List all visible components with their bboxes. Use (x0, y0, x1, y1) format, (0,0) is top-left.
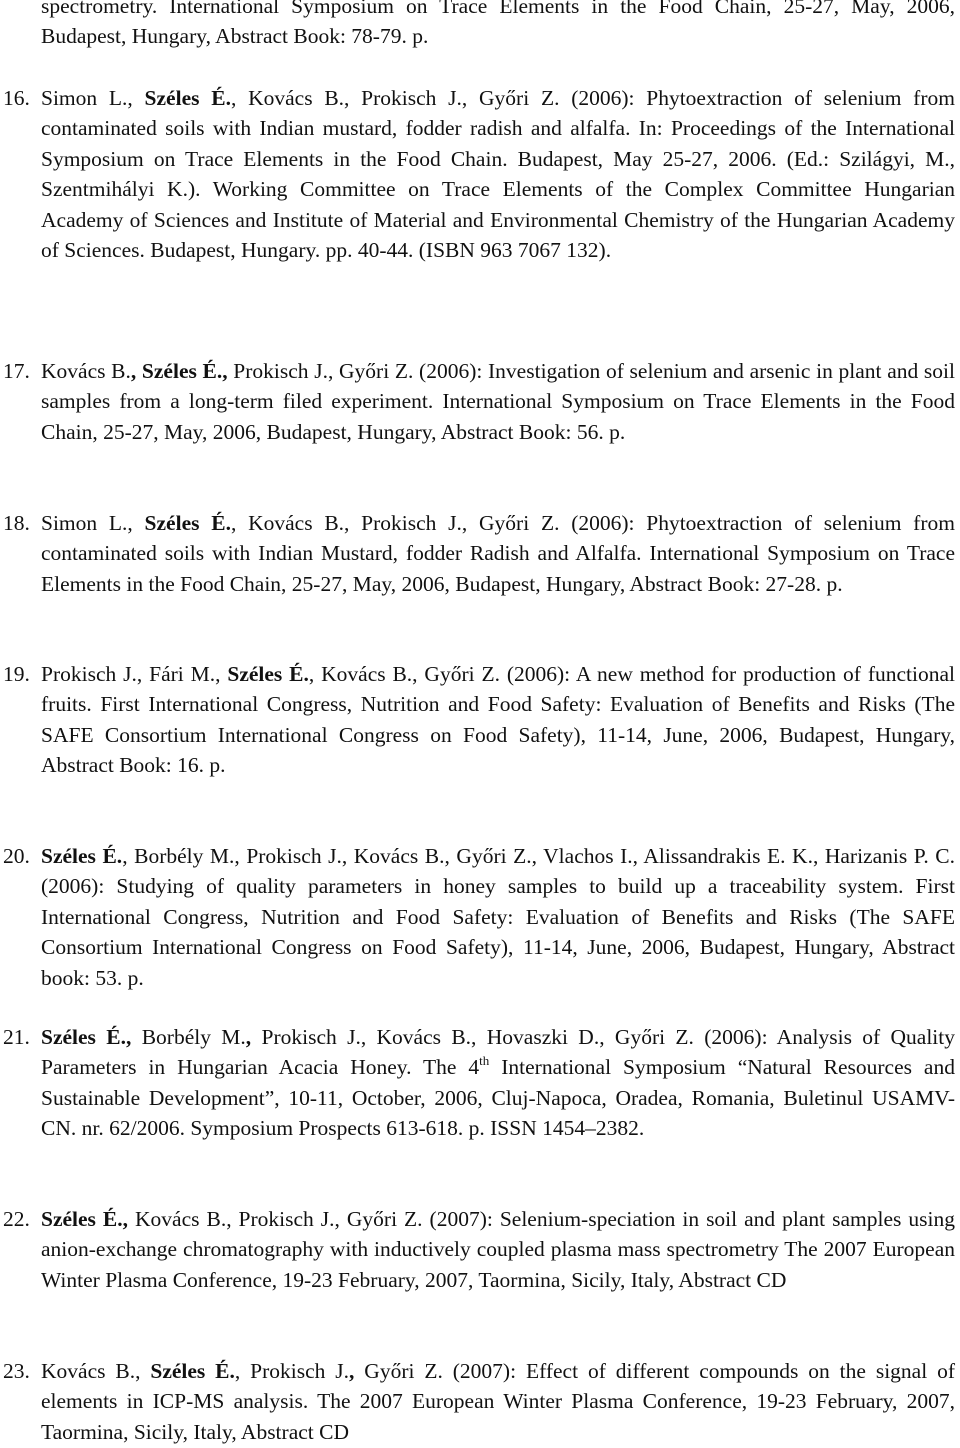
ref-author-text: Kovács B. (41, 359, 131, 383)
ref-author-text: Simon L., (41, 86, 145, 110)
ref-citation-text: Győri Z. (2007): Effect of different compounds on the signal of elements in ICP-MS analysis. The 2007 European Winter Plasma Conference, 19-23 February, 2007, Taormina, Sicily, Italy, Abstract CD (41, 1359, 955, 1444)
continuation-text: spectrometry. International Symposium on Trace Elements in the Food Chain, 25-27, May, 2006, Budapest, Hungary, Abstract Book: 78-79. p. (41, 0, 955, 49)
reference-number: 17. (3, 359, 30, 383)
reference-number: 21. (3, 1025, 30, 1049)
highlighted-author: Széles É. (144, 511, 231, 535)
bold-comma: , (245, 1025, 252, 1049)
bold-comma: , (349, 1359, 355, 1383)
highlighted-author: Széles É., (41, 1025, 132, 1049)
ref-author-text: Kovács B., (41, 1359, 151, 1383)
ref-citation-text: , Kovács B., Győri Z. (2006): A new method for production of functional fruits. First International Congress, Nutrition and Food Safety: Evaluation of Benefits and Risks (The SAFE Consortium International Congress on Food Safety), 11-14, June, 2006, Budapest, Hungary, Abstract Book: 16. p. (41, 662, 955, 778)
reference-number: 18. (3, 511, 30, 535)
reference-number: 19. (3, 662, 30, 686)
highlighted-author: Széles É. (227, 662, 309, 686)
ref-citation-text: International Symposium “Natural Resources and Sustainable Development”, 10-11, October, 2006, Cluj-Napoca, Oradea, Romania, Buletinul USAMV-CN. nr. 62/2006. Symposium Prospects 613-618. p. ISSN 1454–2382. (41, 1055, 955, 1141)
highlighted-author: Széles É. (41, 844, 123, 868)
ref-author-text: Borbély M. (131, 1025, 246, 1049)
highlighted-author: , Széles É., (130, 359, 228, 383)
ref-author-text: Simon L., (41, 511, 145, 535)
reference-17 (3, 356, 955, 447)
highlighted-author: Széles É., (41, 1207, 129, 1231)
reference-number: 23. (3, 1359, 30, 1383)
ref-citation-text: Prokisch J., Győri Z. (2006): Investigation of selenium and arsenic in plant and soil samples from a long-term filed experiment. International Symposium on Trace Elements in the Food Chain, 25-27, May, 2006, Budapest, Hungary, Abstract Book: 56. p. (41, 359, 955, 444)
highlighted-author: Széles É. (150, 1359, 235, 1383)
reference-23 (3, 1356, 955, 1447)
ref-citation-text: Kovács B., Prokisch J., Győri Z. (2007): Selenium-speciation in soil and plant samples using anion-exchange chromatography with inductively coupled plasma mass spectrometry The 2007 European Winter Plasma Conference, 19-23 February, 2007, Taormina, Sicily, Italy, Abstract CD (41, 1207, 955, 1292)
ref-citation-text: Prokisch J., Kovács B., Hovaszki D., Győri Z. (2006): Analysis of Quality Parameters in Hungarian Acacia Honey. The 4 (41, 1025, 955, 1080)
ref-citation-text: , Kovács B., Prokisch J., Győri Z. (2006): Phytoextraction of selenium from contaminated soils with Indian Mustard, fodder Radish and Alfalfa. International Symposium on Trace Elements in the Food Chain, 25-27, May, 2006, Budapest, Hungary, Abstract Book: 27-28. p. (41, 511, 955, 596)
ref-citation-text: , Borbély M., Prokisch J., Kovács B., Győri Z., Vlachos I., Alissandrakis E. K., Harizanis P. C. (2006): Studying of quality parameters in honey samples to build up a traceability system. First International Congress, Nutrition and Food Safety: Evaluation of Benefits and Risks (The SAFE Consortium International Congress on Food Safety), 11-14, June, 2006, Budapest, Hungary, Abstract book: 53. p. (41, 844, 955, 990)
reference-number: 22. (3, 1207, 30, 1231)
reference-number: 20. (3, 844, 30, 868)
ref-author-text: , Prokisch J. (234, 1359, 350, 1383)
reference-number: 16. (3, 86, 30, 110)
reference-22 (3, 1204, 955, 1295)
ref-citation-text: , Kovács B., Prokisch J., Győri Z. (2006): Phytoextraction of selenium from contaminated soils with Indian mustard, fodder radish and alfalfa. In: Proceedings of the International Symposium on Trace Elements in the Food Chain. Budapest, May 25-27, 2006. (Ed.: Szilágyi, M., Szentmihályi K.). Working Committee on Trace Elements of the Complex Committee Hungarian Academy of Sciences and Institute of Material and Environmental Chemistry of the Hungarian Academy of Sciences. Budapest, Hungary. pp. 40-44. (ISBN 963 7067 132). (41, 86, 955, 263)
previous-reference-continuation (41, 0, 955, 52)
highlighted-author: Széles É. (144, 86, 231, 110)
reference-21 (3, 1022, 955, 1144)
reference-19 (3, 659, 955, 781)
reference-18 (3, 508, 955, 599)
reference-20 (3, 841, 955, 993)
reference-16 (3, 83, 955, 265)
ref-author-text: Prokisch J., Fári M., (41, 662, 228, 686)
ordinal-suffix: th (479, 1053, 490, 1069)
